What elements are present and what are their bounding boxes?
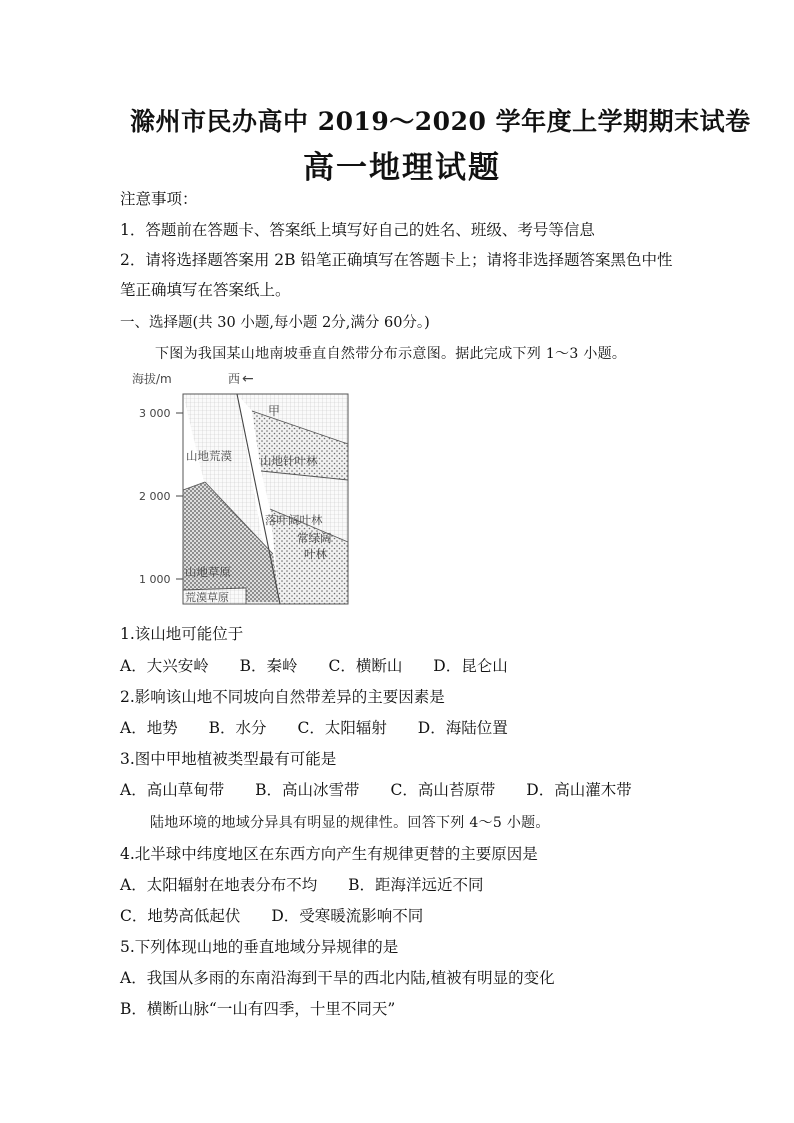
y-axis-label: 海拔/m xyxy=(132,372,172,386)
west-arrow-icon: ← xyxy=(242,371,254,387)
option-4d[interactable]: D．受寒暖流影响不同 xyxy=(271,907,424,925)
zone-label-evergreen-1: 常绿阔 xyxy=(297,531,332,545)
zone-label-jia: 甲 xyxy=(268,404,281,418)
intro-text-1: 下图为我国某山地南坡垂直自然带分布示意图。据此完成下列 1～3 小题。 xyxy=(155,346,627,362)
option-4c[interactable]: C．地势高低起伏 xyxy=(120,907,241,925)
question-3-options xyxy=(120,778,632,800)
option-2d[interactable]: D．海陆位置 xyxy=(417,719,508,737)
question-4-stem: 4.北半球中纬度地区在东西方向产生有规律更替的主要原因是 xyxy=(120,845,538,863)
zone-label-evergreen-2: 叶林 xyxy=(304,547,327,561)
tick-label-3000: 3 000 xyxy=(139,407,171,420)
tick-label-2000: 2 000 xyxy=(139,490,171,503)
option-4a[interactable]: A．太阳辐射在地表分布不均 xyxy=(120,876,318,894)
option-4b[interactable]: B．距海洋远近不同 xyxy=(348,876,484,894)
direction-label: 西 xyxy=(228,372,241,386)
zone-label-steppe: 山地草原 xyxy=(185,565,231,579)
question-1-stem: 1.该山地可能位于 xyxy=(120,625,244,643)
zone-label-deciduous: 落叶阔叶林 xyxy=(265,513,323,527)
option-3d[interactable]: D．高山灌木带 xyxy=(526,781,632,799)
question-4-options-row1 xyxy=(120,873,484,895)
notice-item-2-continued: 笔正确填写在答案纸上。 xyxy=(120,281,291,299)
option-3b[interactable]: B．高山冰雪带 xyxy=(255,781,360,799)
option-1b[interactable]: B．秦岭 xyxy=(239,657,298,675)
option-3a[interactable]: A．高山草甸带 xyxy=(120,781,225,799)
question-5-stem: 5.下列体现山地的垂直地域分异规律的是 xyxy=(120,938,399,956)
option-2c[interactable]: C．太阳辐射 xyxy=(297,719,387,737)
option-2b[interactable]: B．水分 xyxy=(208,719,267,737)
question-2-stem: 2.影响该山地不同坡向自然带差异的主要因素是 xyxy=(120,688,445,706)
question-4-options-row2 xyxy=(120,904,423,926)
option-1c[interactable]: C．横断山 xyxy=(328,657,403,675)
option-1d[interactable]: D．昆仑山 xyxy=(433,657,508,675)
page-title: 高一地理试题 xyxy=(303,150,501,186)
tick-label-1000: 1 000 xyxy=(139,573,171,586)
option-1a[interactable]: A．大兴安岭 xyxy=(120,657,209,675)
option-3c[interactable]: C．高山苔原带 xyxy=(390,781,496,799)
question-2-options xyxy=(120,716,508,738)
zone-label-desert-steppe: 荒漠草原 xyxy=(185,591,229,604)
option-5a[interactable]: A．我国从多雨的东南沿海到干旱的西北内陆,植被有明显的变化 xyxy=(120,969,555,987)
zone-label-desert-upper: 山地荒漠 xyxy=(186,449,232,463)
notice-item-1: 1．答题前在答题卡、答案纸上填写好自己的姓名、班级、考号等信息 xyxy=(120,221,595,239)
vegetation-zone-diagram xyxy=(118,362,358,612)
intro-text-2: 陆地环境的地域分异具有明显的规律性。回答下列 4～5 小题。 xyxy=(150,815,550,831)
question-1-options xyxy=(120,654,508,676)
exam-title: 滁州市民办高中 2019～2020 学年度上学期期末试卷 xyxy=(130,107,751,136)
zone-label-conifer: 山地针叶林 xyxy=(260,454,318,468)
option-5b[interactable]: B．横断山脉“一山有四季，十里不同天” xyxy=(120,1000,396,1018)
section-heading: 一、选择题(共 30 小题,每小题 2分,满分 60分。) xyxy=(120,315,430,331)
question-3-stem: 3.图中甲地植被类型最有可能是 xyxy=(120,750,337,768)
notice-item-2: 2．请将选择题答案用 2B 铅笔正确填写在答题卡上；请将非选择题答案黑色中性 xyxy=(120,251,673,269)
option-2a[interactable]: A．地势 xyxy=(120,719,178,737)
notice-heading: 注意事项： xyxy=(120,190,198,208)
